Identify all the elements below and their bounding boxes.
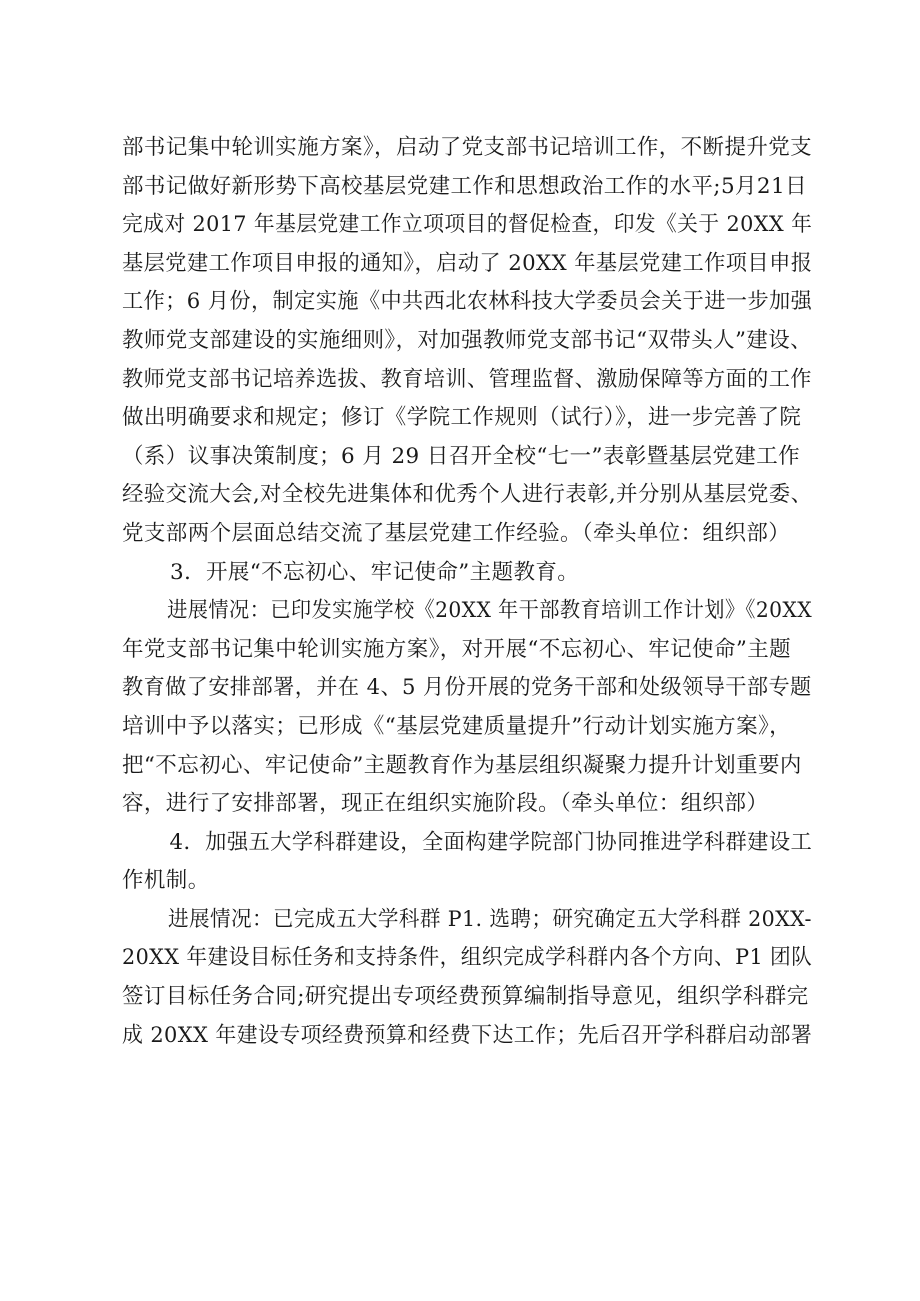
- item-4-heading: [122, 824, 812, 901]
- item-3-progress: [122, 592, 812, 824]
- text-line: 教师党支部建设的实施细则》，对加强教师党支部书记“双带头人”建设、: [122, 327, 812, 353]
- section-heading: 4．加强五大学科群建设，全面构建学院部门协同推进学科群建设工: [169, 829, 813, 855]
- paragraph-1: [122, 129, 812, 554]
- text-line: 教育做了安排部署，并在 4、5 月份开展的党务干部和处级领导干部专题: [122, 675, 812, 701]
- text-line: 进展情况：已印发实施学校《20XX 年干部教育培训工作计划》《20XX: [167, 598, 813, 624]
- section-heading: 作机制。: [122, 868, 210, 894]
- text-line: 党支部两个层面总结交流了基层党建工作经验。（牵头单位：组织部）: [122, 520, 791, 546]
- document-body: [122, 129, 812, 1055]
- text-line: 做出明确要求和规定；修订《学院工作规则（试行）》，进一步完善了院: [122, 405, 802, 431]
- text-line: 培训中予以落实；已形成《“基层党建质量提升”行动计划实施方案》，: [122, 713, 792, 739]
- text-line: 部书记做好新形势下高校基层党建工作和思想政治工作的水平;5月21日: [122, 173, 807, 199]
- text-line: 教师党支部书记培养选拔、教育培训、管理监督、激励保障等方面的工作: [122, 366, 812, 392]
- item-3-heading: [122, 554, 812, 593]
- text-line: 部书记集中轮训实施方案》，启动了党支部书记培训工作，不断提升党支: [122, 135, 813, 160]
- text-line: 经验交流大会,对全校先进集体和优秀个人进行表彰,并分别从基层党委、: [122, 482, 813, 508]
- text-line: 年党支部书记集中轮训实施方案》，对开展“不忘初心、牢记使命”主题: [122, 636, 792, 662]
- text-line: （系）议事决策制度；6 月 29 日召开全校“七一”表彰暨基层党建工作: [122, 443, 801, 469]
- text-line: 进展情况：已完成五大学科群 P1. 选聘；研究确定五大学科群 20XX-: [167, 906, 812, 932]
- item-4-progress: [122, 901, 812, 1055]
- text-line: 基层党建工作项目申报的通知》，启动了 20XX 年基层党建工作项目申报: [122, 250, 813, 276]
- text-line: 20XX 年建设目标任务和支持条件，组织完成学科群内各个方向、P1 团队: [122, 945, 813, 971]
- text-line: 签订目标任务合同;研究提出专项经费预算编制指导意见，组织学科群完: [122, 984, 809, 1010]
- section-heading: 3．开展“不忘初心、牢记使命”主题教育。: [170, 559, 580, 585]
- text-line: 完成对 2017 年基层党建工作立项项目的督促检查，印发《关于 20XX 年: [122, 212, 813, 238]
- text-line: 工作；6 月份，制定实施《中共西北农林科技大学委员会关于进一步加强: [122, 289, 813, 315]
- text-line: 把“不忘初心、牢记使命”主题教育作为基层组织凝聚力提升计划重要内: [122, 752, 802, 778]
- text-line: 成 20XX 年建设专项经费预算和经费下达工作；先后召开学科群启动部署: [122, 1022, 813, 1048]
- text-line: 容，进行了安排部署，现正在组织实施阶段。（牵头单位：组织部）: [122, 791, 769, 817]
